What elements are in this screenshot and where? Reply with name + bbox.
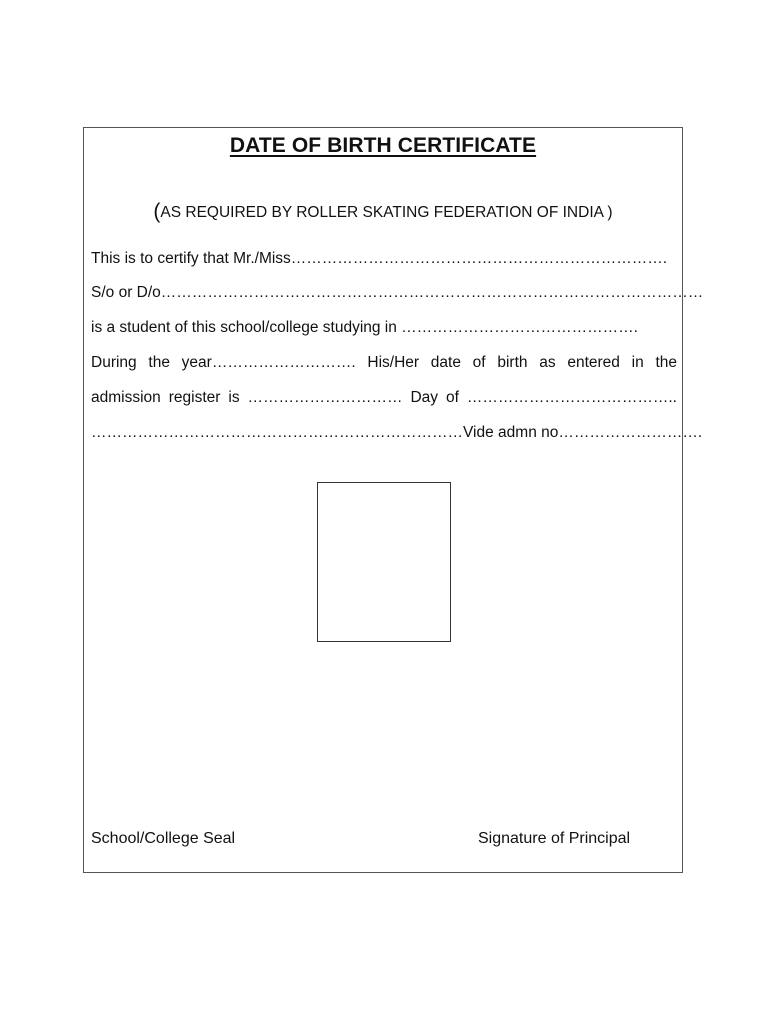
school-seal-label: School/College Seal [91, 830, 236, 847]
subtitle-text: AS REQUIRED BY ROLLER SKATING FEDERATION OF INDIA ) [160, 204, 613, 221]
certificate-subtitle [84, 200, 682, 224]
studying-class-line: is a student of this school/college studying in ………………………………………. [91, 319, 638, 336]
photo-placeholder [317, 482, 451, 642]
subtitle-open-paren: ( [153, 200, 161, 223]
certificate-title: DATE OF BIRTH CERTIFICATE [229, 134, 537, 157]
parent-name-line: S/o or D/o…………………………………………………………………………………………… [91, 284, 704, 301]
certificate-form [83, 127, 704, 873]
admission-number-line: ………………………………………………………………Vide admn no………………………. [91, 424, 703, 441]
admission-register-line: admission register is ………………………… Day of ………………………………….. [91, 389, 677, 406]
principal-signature-label: Signature of Principal [478, 830, 631, 847]
year-dob-line: During the year………………………. His/Her date of birth as entered in the [91, 354, 677, 371]
certify-name-line: This is to certify that Mr./Miss………………………………………………………………. [91, 250, 668, 267]
